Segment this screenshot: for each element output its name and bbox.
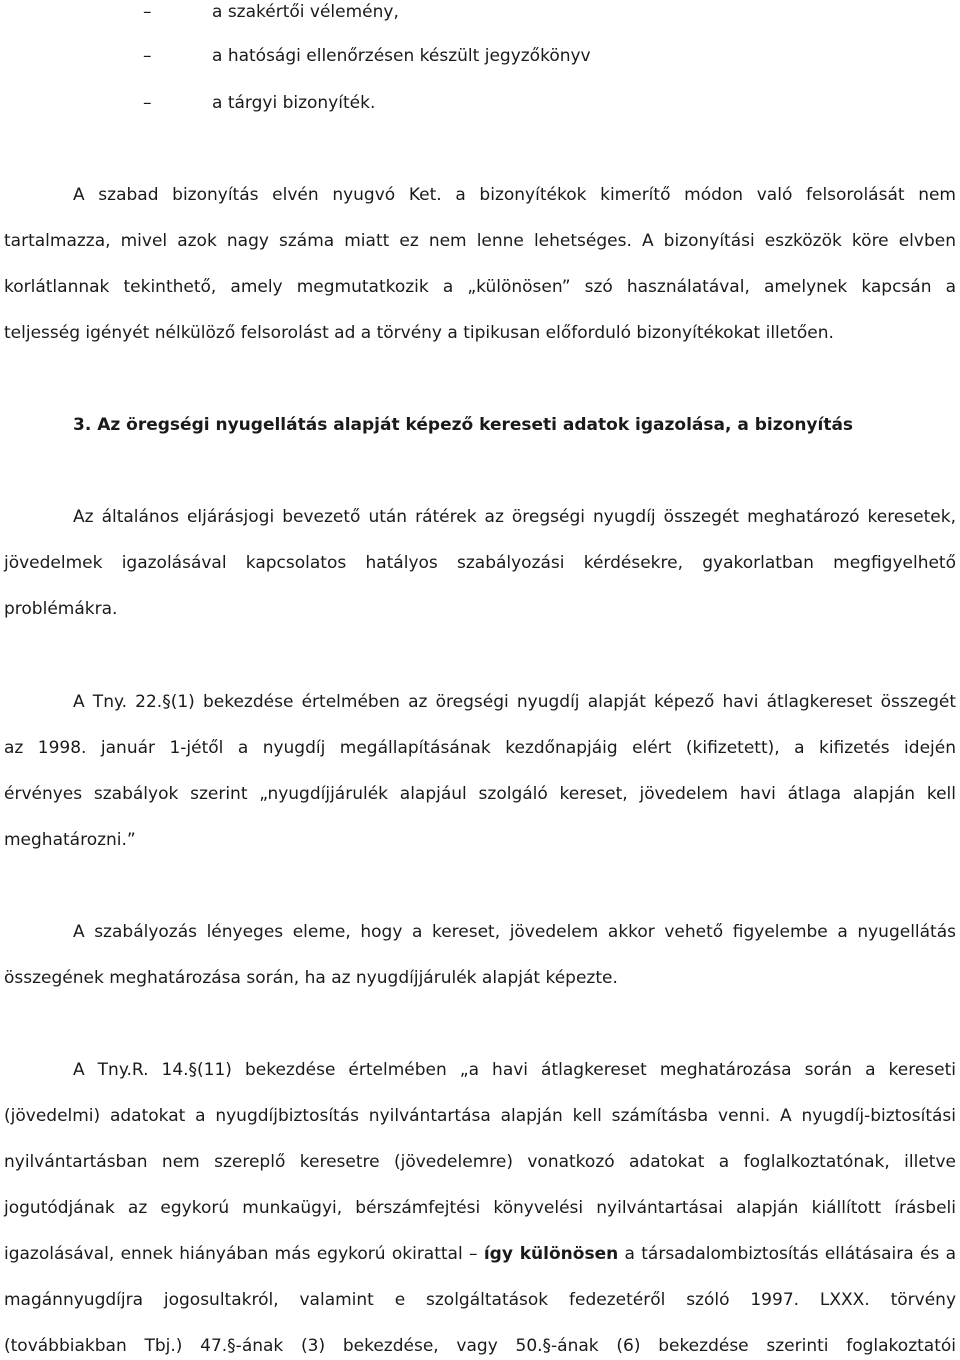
paragraph-line: (jövedelmi) adatokat a nyugdíjbiztosítás nyilvántartása alapján kell számításba venni. A nyugdíj-biztosítási — [4, 1106, 956, 1126]
paragraph-line — [4, 1242, 956, 1266]
paragraph-line: az 1998. január 1-jétől a nyugdíj megállapításának kezdőnapjáig elért (kifizetett), a kifizetés idején — [4, 738, 956, 758]
paragraph-line: Az általános eljárásjogi bevezető után rátérek az öregségi nyugdíj összegét meghatározó keresetek, — [73, 507, 956, 527]
paragraph-line: A Tny. 22.§(1) bekezdése értelmében az öregségi nyugdíj alapját képező havi átlagkereset összegét — [73, 692, 956, 712]
paragraph-line: magánnyugdíjra jogosultakról, valamint e szolgáltatások fedezetéről szóló 1997. LXXX. törvény — [4, 1290, 956, 1310]
paragraph-line: korlátlannak tekinthető, amely megmutatkozik a „különösen” szó használatával, amelynek kapcsán a — [4, 277, 956, 297]
list-item-text: a hatósági ellenőrzésen készült jegyzőkönyv — [212, 46, 591, 66]
paragraph-line: A szabad bizonyítás elvén nyugvó Ket. a bizonyítékok kimerítő módon való felsorolását nem — [73, 185, 956, 205]
emphasis-text: így különösen — [483, 1244, 619, 1264]
list-dash: – — [143, 2, 152, 22]
list-dash: – — [143, 46, 152, 66]
paragraph-line: A Tny.R. 14.§(11) bekezdése értelmében „a havi átlagkereset meghatározása során a kereseti — [73, 1060, 956, 1080]
paragraph-line: (továbbiakban Tbj.) 47.§-ának (3) bekezdése, vagy 50.§-ának (6) bekezdése szerinti foglakoztatói — [4, 1336, 956, 1356]
paragraph-line: jövedelmek igazolásával kapcsolatos hatályos szabályozási kérdésekre, gyakorlatban megfigyelhető — [4, 553, 956, 573]
list-item-text: a tárgyi bizonyíték. — [212, 93, 376, 113]
paragraph-line: érvényes szabályok szerint „nyugdíjjárulék alapjául szolgáló kereset, jövedelem havi átlaga alapján kell — [4, 784, 956, 804]
paragraph-line: A szabályozás lényeges eleme, hogy a kereset, jövedelem akkor vehető figyelembe a nyugellátás — [73, 922, 956, 942]
paragraph-line: nyilvántartásban nem szereplő keresetre (jövedelemre) vonatkozó adatokat a foglalkoztatónak, illetve — [4, 1152, 956, 1172]
paragraph-line: meghatározni.” — [4, 830, 136, 850]
paragraph-text: a társadalombiztosítás ellátásaira és a — [618, 1244, 956, 1264]
paragraph-line: teljesség igényét nélkülöző felsorolást ad a törvény a tipikusan előforduló bizonyítékokat illetően. — [4, 323, 834, 343]
list-dash: – — [143, 93, 152, 113]
paragraph-line: problémákra. — [4, 599, 118, 619]
paragraph-text: igazolásával, ennek hiányában más egykorú okirattal – — [4, 1244, 484, 1264]
paragraph-line: tartalmazza, mivel azok nagy száma miatt ez nem lenne lehetséges. A bizonyítási eszközök köre elvben — [4, 231, 956, 251]
paragraph-line: összegének meghatározása során, ha az nyugdíjjárulék alapját képezte. — [4, 968, 618, 988]
list-item-text: a szakértői vélemény, — [212, 2, 399, 22]
section-heading: 3. Az öregségi nyugellátás alapját képező kereseti adatok igazolása, a bizonyítás — [73, 415, 854, 435]
paragraph-line: jogutódjának az egykorú munkaügyi, bérszámfejtési könyvelési nyilvántartásai alapján kiállított írásbeli — [4, 1198, 956, 1218]
